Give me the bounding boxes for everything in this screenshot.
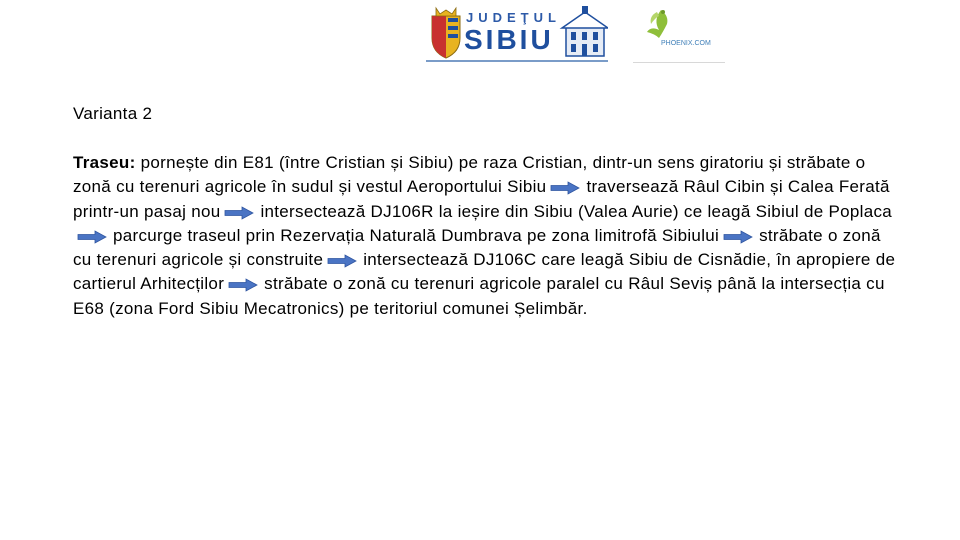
phoenix-logo-name: PHOENIX.COM	[661, 40, 711, 47]
route-segment-6: intersectează DJ106C care leagă Sibiu de Cisnădie, în apropiere de cartierul Arhitecților	[73, 250, 896, 294]
logo-line-judetul: JUDEŢUL	[466, 10, 561, 25]
route-label: Traseu:	[73, 153, 136, 172]
logo-line-sibiu: SIBIU	[464, 24, 554, 55]
route-segment-3: intersectează DJ106R la ieșire din Sibiu (Valea Aurie) ce leagă Sibiul de Poplaca	[260, 201, 893, 221]
phoenix-logo	[633, 2, 725, 63]
phoenix-bird-icon	[633, 2, 725, 62]
right-arrow-icon	[723, 230, 753, 244]
route-segment-4: parcurge traseul prin Rezervația Naturală Dumbrava pe zona limitrofă Sibiului	[113, 225, 720, 245]
route-segment-2: traversează Râul Cibin și Calea Ferată printr-un pasaj nou	[73, 177, 890, 221]
right-arrow-icon	[77, 230, 107, 244]
judetul-sibiu-logo	[426, 4, 608, 62]
route-segment-7: străbate o zonă cu terenuri agricole paralel cu Râul Seviș până la intersecția cu E68 (zona Ford Sibiu Mecatronics) pe teritoriul comunei Șelimbăr.	[73, 274, 885, 318]
right-arrow-icon	[550, 181, 580, 195]
route-segment-1: pornește din E81 (între Cristian și Sibiu) pe raza Cristian, dintr-un sens giratoriu și străbate o zonă cu terenuri agricole în sudul și vestul Aeroportului Sibiu	[73, 153, 866, 197]
right-arrow-icon	[228, 278, 258, 292]
variant-heading: Varianta 2	[73, 104, 153, 123]
right-arrow-icon	[224, 206, 254, 220]
route-segment-5: străbate o zonă cu terenuri agricole și construite	[73, 225, 881, 270]
right-arrow-icon	[327, 254, 357, 268]
route-description	[73, 151, 903, 321]
